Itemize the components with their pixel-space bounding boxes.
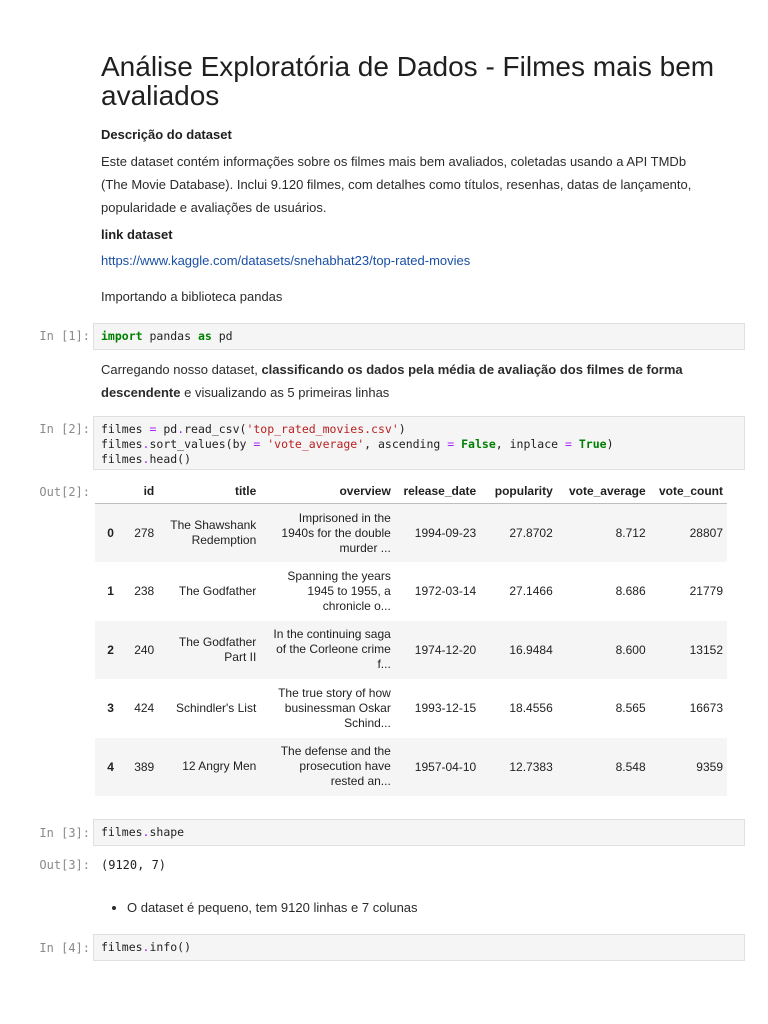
cell-1-prompt: In [1]:: [39, 329, 90, 343]
cell-vote-average: 8.686: [615, 584, 646, 599]
cell-vote-count: 21779: [689, 584, 723, 599]
bullet-item: • O dataset é pequeno, tem 9120 linhas e 7 colunas: [127, 900, 741, 915]
code-line-2: [101, 437, 737, 452]
code-text: pandas: [142, 329, 198, 343]
title-line: The Godfather: [178, 583, 257, 598]
cell-id: 278: [134, 526, 155, 540]
code-operator: =: [565, 437, 572, 451]
cell-popularity: 18.4556: [509, 701, 553, 716]
load-line-1: [101, 358, 751, 381]
column-header-title: title: [158, 479, 260, 504]
load-text-plain-2: e visualizando as 5 primeiras linhas: [180, 385, 390, 400]
code-operator: =: [447, 437, 455, 451]
overview-line: chronicle o...: [322, 598, 391, 613]
cell-4-prompt: In [4]:: [39, 941, 90, 955]
cell-id: 424: [134, 701, 155, 716]
load-text-plain: Carregando nosso dataset,: [101, 362, 262, 377]
code-text: ): [606, 437, 614, 451]
code-operator: .: [142, 452, 150, 466]
code-text: filmes: [101, 437, 143, 451]
code-text: pd: [156, 422, 178, 436]
code-string: 'vote_average': [267, 437, 365, 451]
description-heading: Descrição do dataset: [101, 127, 232, 142]
cell-release-date: 1957-04-10: [414, 759, 477, 774]
cell-popularity: 27.8702: [509, 526, 553, 540]
cell-id: 389: [134, 759, 155, 774]
cell-release-date: 1993-12-15: [414, 701, 477, 716]
cell-release-date: 1972-03-14: [414, 584, 477, 599]
code-text: shape: [149, 825, 185, 839]
description-line-2: (The Movie Database). Inclui 9.120 filmes, com detalhes como títulos, resenhas, datas de lançamento,: [101, 177, 692, 192]
code-text: , inplace: [495, 437, 565, 451]
dataset-link[interactable]: https://www.kaggle.com/datasets/snehabhat23/top-rated-movies: [101, 253, 471, 268]
out-2-prompt: Out[2]:: [39, 485, 90, 499]
column-header-overview: overview: [260, 479, 395, 504]
dataframe-table: [95, 479, 727, 796]
column-header-release-date: release_date: [395, 479, 480, 504]
overview-line: The defense and the: [280, 744, 391, 759]
out-3-value: (9120, 7): [101, 858, 167, 872]
code-text: filmes: [101, 940, 143, 954]
code-line-1: [101, 422, 737, 437]
code-keyword: as: [197, 329, 212, 343]
cell-popularity: 12.7383: [509, 759, 553, 774]
cell-vote-average: 8.600: [615, 642, 646, 657]
cell-title: [158, 621, 260, 680]
code-line-3: [101, 452, 737, 467]
title-line: Schindler's List: [175, 700, 257, 715]
import-text: Importando a biblioteca pandas: [101, 289, 283, 304]
code-text: info(): [149, 940, 192, 954]
code-text: filmes: [101, 452, 143, 466]
row-index: 1: [107, 584, 114, 599]
code-text: head(): [149, 452, 192, 466]
code-cell-1[interactable]: [93, 323, 745, 350]
table-row: [95, 562, 727, 621]
description-line-1: Este dataset contém informações sobre os filmes mais bem avaliados, coletadas usando a API TMDb: [101, 154, 687, 169]
column-header-index: [95, 479, 118, 504]
overview-line: businessman Oskar: [284, 700, 391, 715]
title-line: Part II: [224, 649, 257, 664]
cell-overview: [260, 679, 395, 738]
title-line: The Godfather: [178, 634, 257, 649]
description-line-3: popularidade e avaliações de usuários.: [101, 200, 327, 215]
overview-line: prosecution have: [299, 759, 391, 774]
cell-overview: [260, 562, 395, 621]
code-operator: =: [253, 437, 261, 451]
title-line: Redemption: [191, 533, 257, 547]
overview-line: 1940s for the double: [281, 525, 391, 540]
code-cell-3[interactable]: [93, 819, 745, 846]
cell-vote-average: 8.712: [615, 526, 646, 540]
code-text: ): [398, 422, 406, 436]
cell-vote-count: 13152: [689, 642, 723, 657]
code-text: sort_values(by: [149, 437, 254, 451]
cell-popularity: 27.1466: [509, 584, 553, 599]
code-operator: .: [142, 437, 150, 451]
code-cell-4[interactable]: [93, 934, 745, 961]
title-line: 12 Angry Men: [182, 759, 257, 774]
load-text: [101, 358, 751, 404]
table-row: [95, 738, 727, 797]
cell-overview: [260, 738, 395, 797]
column-header-popularity: popularity: [480, 479, 557, 504]
code-cell-2[interactable]: [93, 416, 745, 470]
code-text: , ascending: [364, 437, 448, 451]
cell-id: 238: [134, 584, 155, 599]
bullet-list: [101, 900, 741, 915]
load-text-bold-2: descendente: [101, 385, 181, 400]
table-row: [95, 679, 727, 738]
row-index: 3: [107, 701, 114, 716]
code-operator: =: [149, 422, 157, 436]
code-text: filmes: [101, 825, 143, 839]
overview-line: Spanning the years: [287, 568, 391, 583]
row-index: 4: [107, 759, 114, 774]
title-line: The Shawshank: [170, 518, 257, 532]
code-text: read_csv(: [184, 422, 247, 436]
cell-id: 240: [134, 642, 155, 657]
overview-line: murder ...: [339, 540, 391, 555]
overview-line: The true story of how: [278, 685, 391, 700]
column-header-id: id: [118, 479, 158, 504]
cell-release-date: 1994-09-23: [414, 526, 477, 540]
overview-line: rested an...: [330, 774, 391, 789]
cell-vote-count: 28807: [689, 526, 723, 540]
description-text: [101, 150, 751, 219]
table-header-row: [95, 479, 727, 504]
cell-popularity: 16.9484: [509, 642, 553, 657]
code-operator: .: [142, 825, 150, 839]
code-keyword: import: [101, 329, 143, 343]
cell-title: [158, 504, 260, 563]
cell-vote-average: 8.548: [615, 759, 646, 774]
code-keyword: True: [578, 437, 607, 451]
page-title: Análise Exploratória de Dados - Filmes mais bem avaliados: [101, 51, 715, 111]
cell-vote-count: 16673: [689, 701, 723, 716]
code-text: [572, 437, 579, 451]
link-heading: link dataset: [101, 227, 173, 242]
cell-2-prompt: In [2]:: [39, 422, 90, 436]
code-text: filmes: [101, 422, 150, 436]
out-3-prompt: Out[3]:: [39, 858, 90, 872]
row-index: 0: [107, 526, 114, 540]
cell-title: [158, 679, 260, 738]
overview-line: of the Corleone crime: [276, 642, 391, 657]
code-string: 'top_rated_movies.csv': [246, 422, 399, 436]
overview-line: 1945 to 1955, a: [307, 583, 391, 598]
overview-line: In the continuing saga: [273, 627, 391, 642]
load-text-bold: classificando os dados pela média de avaliação dos filmes de forma: [261, 362, 683, 377]
code-keyword: False: [461, 437, 496, 451]
row-index: 2: [107, 642, 114, 657]
code-text: pd: [211, 329, 233, 343]
cell-title: [158, 562, 260, 621]
table-row: [95, 504, 727, 563]
code-operator: .: [142, 940, 150, 954]
column-header-vote-count: vote_count: [650, 479, 727, 504]
overview-line: Schind...: [344, 715, 391, 730]
code-operator: .: [177, 422, 185, 436]
cell-3-prompt: In [3]:: [39, 826, 90, 840]
column-header-vote-average: vote_average: [557, 479, 650, 504]
cell-title: [158, 738, 260, 797]
overview-line: Imprisoned in the: [298, 510, 391, 525]
cell-vote-average: 8.565: [615, 701, 646, 716]
cell-vote-count: 9359: [696, 759, 723, 774]
table-row: [95, 621, 727, 680]
cell-overview: [260, 621, 395, 680]
cell-overview: [260, 504, 395, 563]
load-line-2: [101, 381, 751, 404]
overview-line: f...: [377, 657, 391, 672]
cell-release-date: 1974-12-20: [414, 642, 477, 657]
